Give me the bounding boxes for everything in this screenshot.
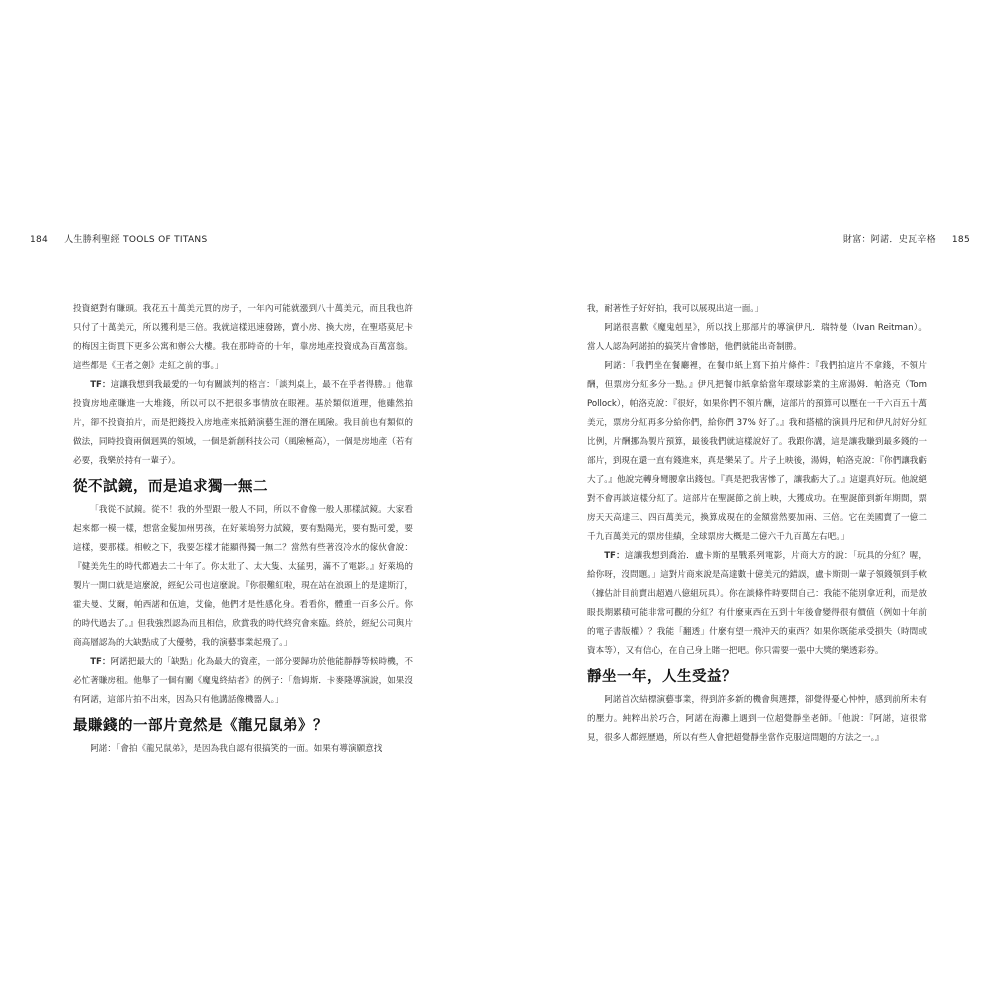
paragraph: 阿諾首次結標演藝事業，得到許多新的機會與選擇，卻覺得憂心忡忡，感到前所未有的壓力。純粹出於巧合，阿諾在海灘上遇到一位超覺靜坐老師。「他說：『阿諾，這很常見，很多人都經歷過，所以有些人會把超覺靜坐當作克服這問題的方法之一。』 xyxy=(587,695,927,743)
tf-label: TF： xyxy=(90,657,111,667)
right-page-number: 185 xyxy=(951,235,970,245)
paragraph: 阿諾：「我們坐在餐廳裡，在餐巾紙上寫下拍片條件：『我們拍這片不拿錢，不領片酬，但票房分紅多分一點。』伊凡把餐巾紙拿給當年環球影業的主席湯姆．帕洛克（Tom Pollock），帕洛克說：『很好，如果你們不領片酬，這部片的預算可以壓在一千六百五十萬美元，票房分紅再多分給你們，給你們 37% 好了。』我和搭檔的演員丹尼和伊凡討好分紅比例，片酬挪為製片預算，最後我們就這樣說好了。我跟你講，這是讓我賺到最多錢的一部片，到現在還一直有錢進來，真是樂呆了。片子上映後，湯姆，帕洛克說：『你們讓我虧大了。』他說完轉身彎腰拿出錢包。『真是把我害慘了，讓我虧大了。』這還真好玩。他說絕對不會再談這樣分紅了。這部片在聖誕節之前上映，大獲成功。在聖誕節到新年期間，票房天天高達三、四百萬美元，換算成現在的金額當然要加兩、三倍。它在美國賣了一億二千九百萬美元的票房佳績，全球票房大概是二億六千九百萬左右吧。」 xyxy=(587,361,927,542)
left-page-body xyxy=(73,300,413,759)
paragraph: 投資絕對有賺頭。我花五十萬美元買的房子，一年內可能就漲到八十萬美元，而且我也許只付了十萬美元，所以獲利是三倍。我就這樣迅速發跡，賣小房、換大房，在聖塔莫尼卡的梅因主街買下更多公寓和辦公大樓。我在那時奇的十年，靠房地產投資成為百萬富翁。這些都是《王者之劍》走紅之前的事。」 xyxy=(73,304,413,371)
paragraph-text: 這讓我想到喬治．盧卡斯的星戰系列電影，片商大方的說：「玩具的分紅？喔，給你呀，沒問題。」這對片商來說是高達數十億美元的錯誤，盧卡斯則一輩子領錢領到手軟（據估計目前賣出超過八億組玩具）。你在談條件時要問自己：我能不能別拿近利，而是放眼長期累積可能非常可觀的分紅？有什麼東西在五到十年後會變得很有價值（例如十年前的電子書版權）？我能「翻透」什麼有望一飛沖天的東西？如果你既能承受損失（時間或資本等），又有信心，在自己身上賭一把吧。你只需要一張中大獎的樂透彩券。 xyxy=(587,551,928,656)
section-heading: 從不試鏡，而是追求獨一無二 xyxy=(73,479,268,495)
paragraph: 「我從不試鏡。從不！我的外型跟一般人不同，所以不會像一般人那樣試鏡。大家看起來都一模一樣，想當金髮加州男孩，在好萊塢努力試鏡，要有點陽光，要有點可愛，要這樣，要那樣。相較之下，我要怎樣才能顯得獨一無二？當然有些著沒冷水的傢伙會說：『健美先生的時代都過去二十年了。你太壯了、太大隻、太猛男，滿不了電影。』好萊塢的製片一開口就是這麼說，經紀公司也這麼說。『你很難紅啦，現在站在浪頭上的是達斯汀，霍夫曼、艾爾，帕西諾和伍迪，艾倫，他們才是性感化身。看看你，體重一百多公斤。你的時代過去了。』但我強烈認為而且相信，欣賞我的時代終究會來臨。終於，經紀公司與片商高層認為的大缺點成了大優勢，我的演藝事業起飛了。」 xyxy=(73,505,413,648)
left-page-number: 184 xyxy=(30,235,49,245)
paragraph-text: 這讓我想到我最愛的一句有關談判的格言：「談判桌上，最不在乎者得勝。」他靠投資房地產賺進一大堆錢，所以可以不把很多事情放在眼裡。基於類似道理，他雖然拍片，卻不投資拍片，而是把錢投入房地產來抵銷演藝生涯的潛在風險。我目前也有類似的做法，同時投資兩個迥異的領域，一個是新創科技公司（風險極高），一個是房地產（若有必要，我樂於持有一輩子）。 xyxy=(73,380,413,466)
paragraph xyxy=(73,376,413,471)
right-chapter-title: 財富：阿諾．史瓦辛格 xyxy=(842,235,936,245)
right-page-body xyxy=(587,300,927,748)
paragraph: 阿諾很喜歡《魔鬼剋星》，所以找上那部片的導演伊凡．瑞特曼（Ivan Reitman）。當人人認為阿諾拍的搞笑片會慘賠，他們就能出奇制勝。 xyxy=(587,323,927,352)
paragraph: 阿諾：「會拍《龍兄鼠弟》，是因為我自認有很搞笑的一面。如果有導演願意找 xyxy=(90,744,383,754)
paragraph xyxy=(73,653,413,710)
paragraph xyxy=(587,547,927,661)
section-heading: 最賺錢的一部片竟然是《龍兄鼠弟》？ xyxy=(73,718,328,734)
left-running-head xyxy=(30,232,207,245)
section-heading: 靜坐一年，人生受益？ xyxy=(587,669,737,685)
tf-label: TF： xyxy=(604,551,625,561)
paragraph: 我，耐著性子好好拍，我可以展現出這一面。」 xyxy=(587,304,764,314)
left-book-title: 人生勝利聖經 TOOLS OF TITANS xyxy=(64,235,208,245)
right-running-head xyxy=(843,232,970,245)
paragraph-text: 阿諾把最大的「缺點」化為最大的資產，一部分要歸功於他能靜靜等候時機，不必忙著賺房租。他舉了一個有關《魔鬼終結者》的例子：「詹姆斯．卡麥隆導演說，如果沒有阿諾，這部片拍不出來，因為只有他講話像機器人。」 xyxy=(73,657,413,705)
tf-label: TF： xyxy=(90,380,111,390)
